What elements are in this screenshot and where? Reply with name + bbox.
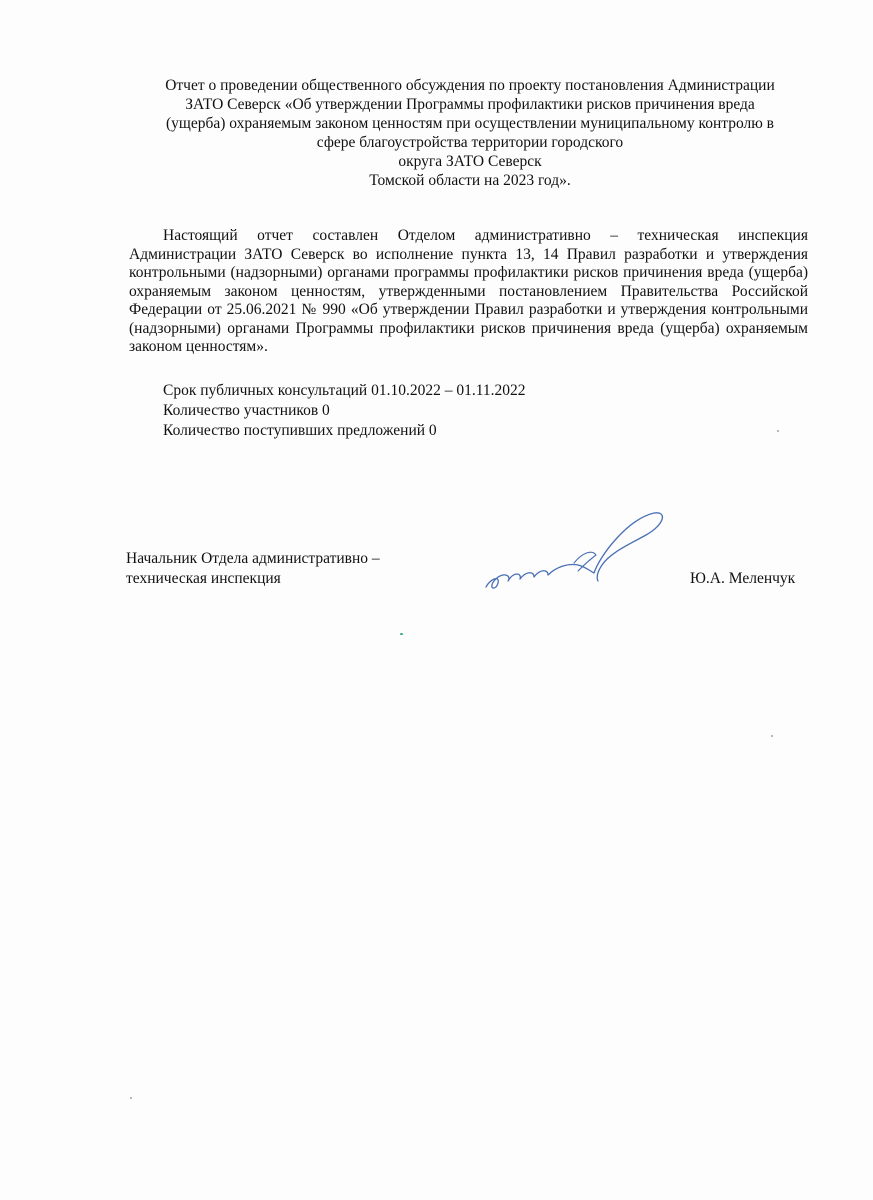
title-line-2: ЗАТО Северск «Об утверждении Программы профилактики рисков причинения вреда xyxy=(185,96,755,113)
scan-speck xyxy=(400,633,403,635)
consultation-period: Срок публичных консультаций 01.10.2022 – 01.11.2022 xyxy=(163,382,526,399)
report-body xyxy=(129,227,808,357)
scan-speck xyxy=(130,1097,132,1099)
signatory-name: Ю.А. Меленчук xyxy=(690,570,796,587)
participants-count: Количество участников 0 xyxy=(163,402,330,419)
scan-speck xyxy=(771,735,773,737)
document-title xyxy=(120,76,820,190)
report-paragraph: Настоящий отчет составлен Отделом административно – техническая инспекция Администрации ЗАТО Северск во исполнение пункта 13, 14 Правил разработки и утверждения контрольными (надзорными) органами программы профилактики рисков причинения вреда (ущерба) охраняемым законом ценностям, утвержденными постановлением Правительства Российской Федерации от 25.06.2021 № 990 «Об утверждении Правил разработки и утверждения контрольными (надзорными) органами Программы профилактики рисков причинения вреда (ущерба) охраняемым законом ценностям». xyxy=(129,227,808,355)
handwritten-signature xyxy=(478,505,678,600)
title-line-1: Отчет о проведении общественного обсуждения по проекту постановления Администрации xyxy=(165,77,775,94)
signatory-position xyxy=(126,549,380,589)
title-line-5: округа ЗАТО Северск xyxy=(398,153,542,170)
position-line-2: техническая инспекция xyxy=(126,570,281,587)
position-line-1: Начальник Отдела административно – xyxy=(126,550,380,567)
title-line-3: (ущерба) охраняемым законом ценностям при осуществлении муниципальному контролю в xyxy=(165,115,775,132)
proposals-count: Количество поступивших предложений 0 xyxy=(163,422,437,439)
signature-stroke xyxy=(486,513,662,588)
scan-speck xyxy=(777,430,779,432)
title-line-4: сфере благоустройства территории городского xyxy=(316,134,624,151)
title-line-6: Томской области на 2023 год». xyxy=(369,172,571,189)
